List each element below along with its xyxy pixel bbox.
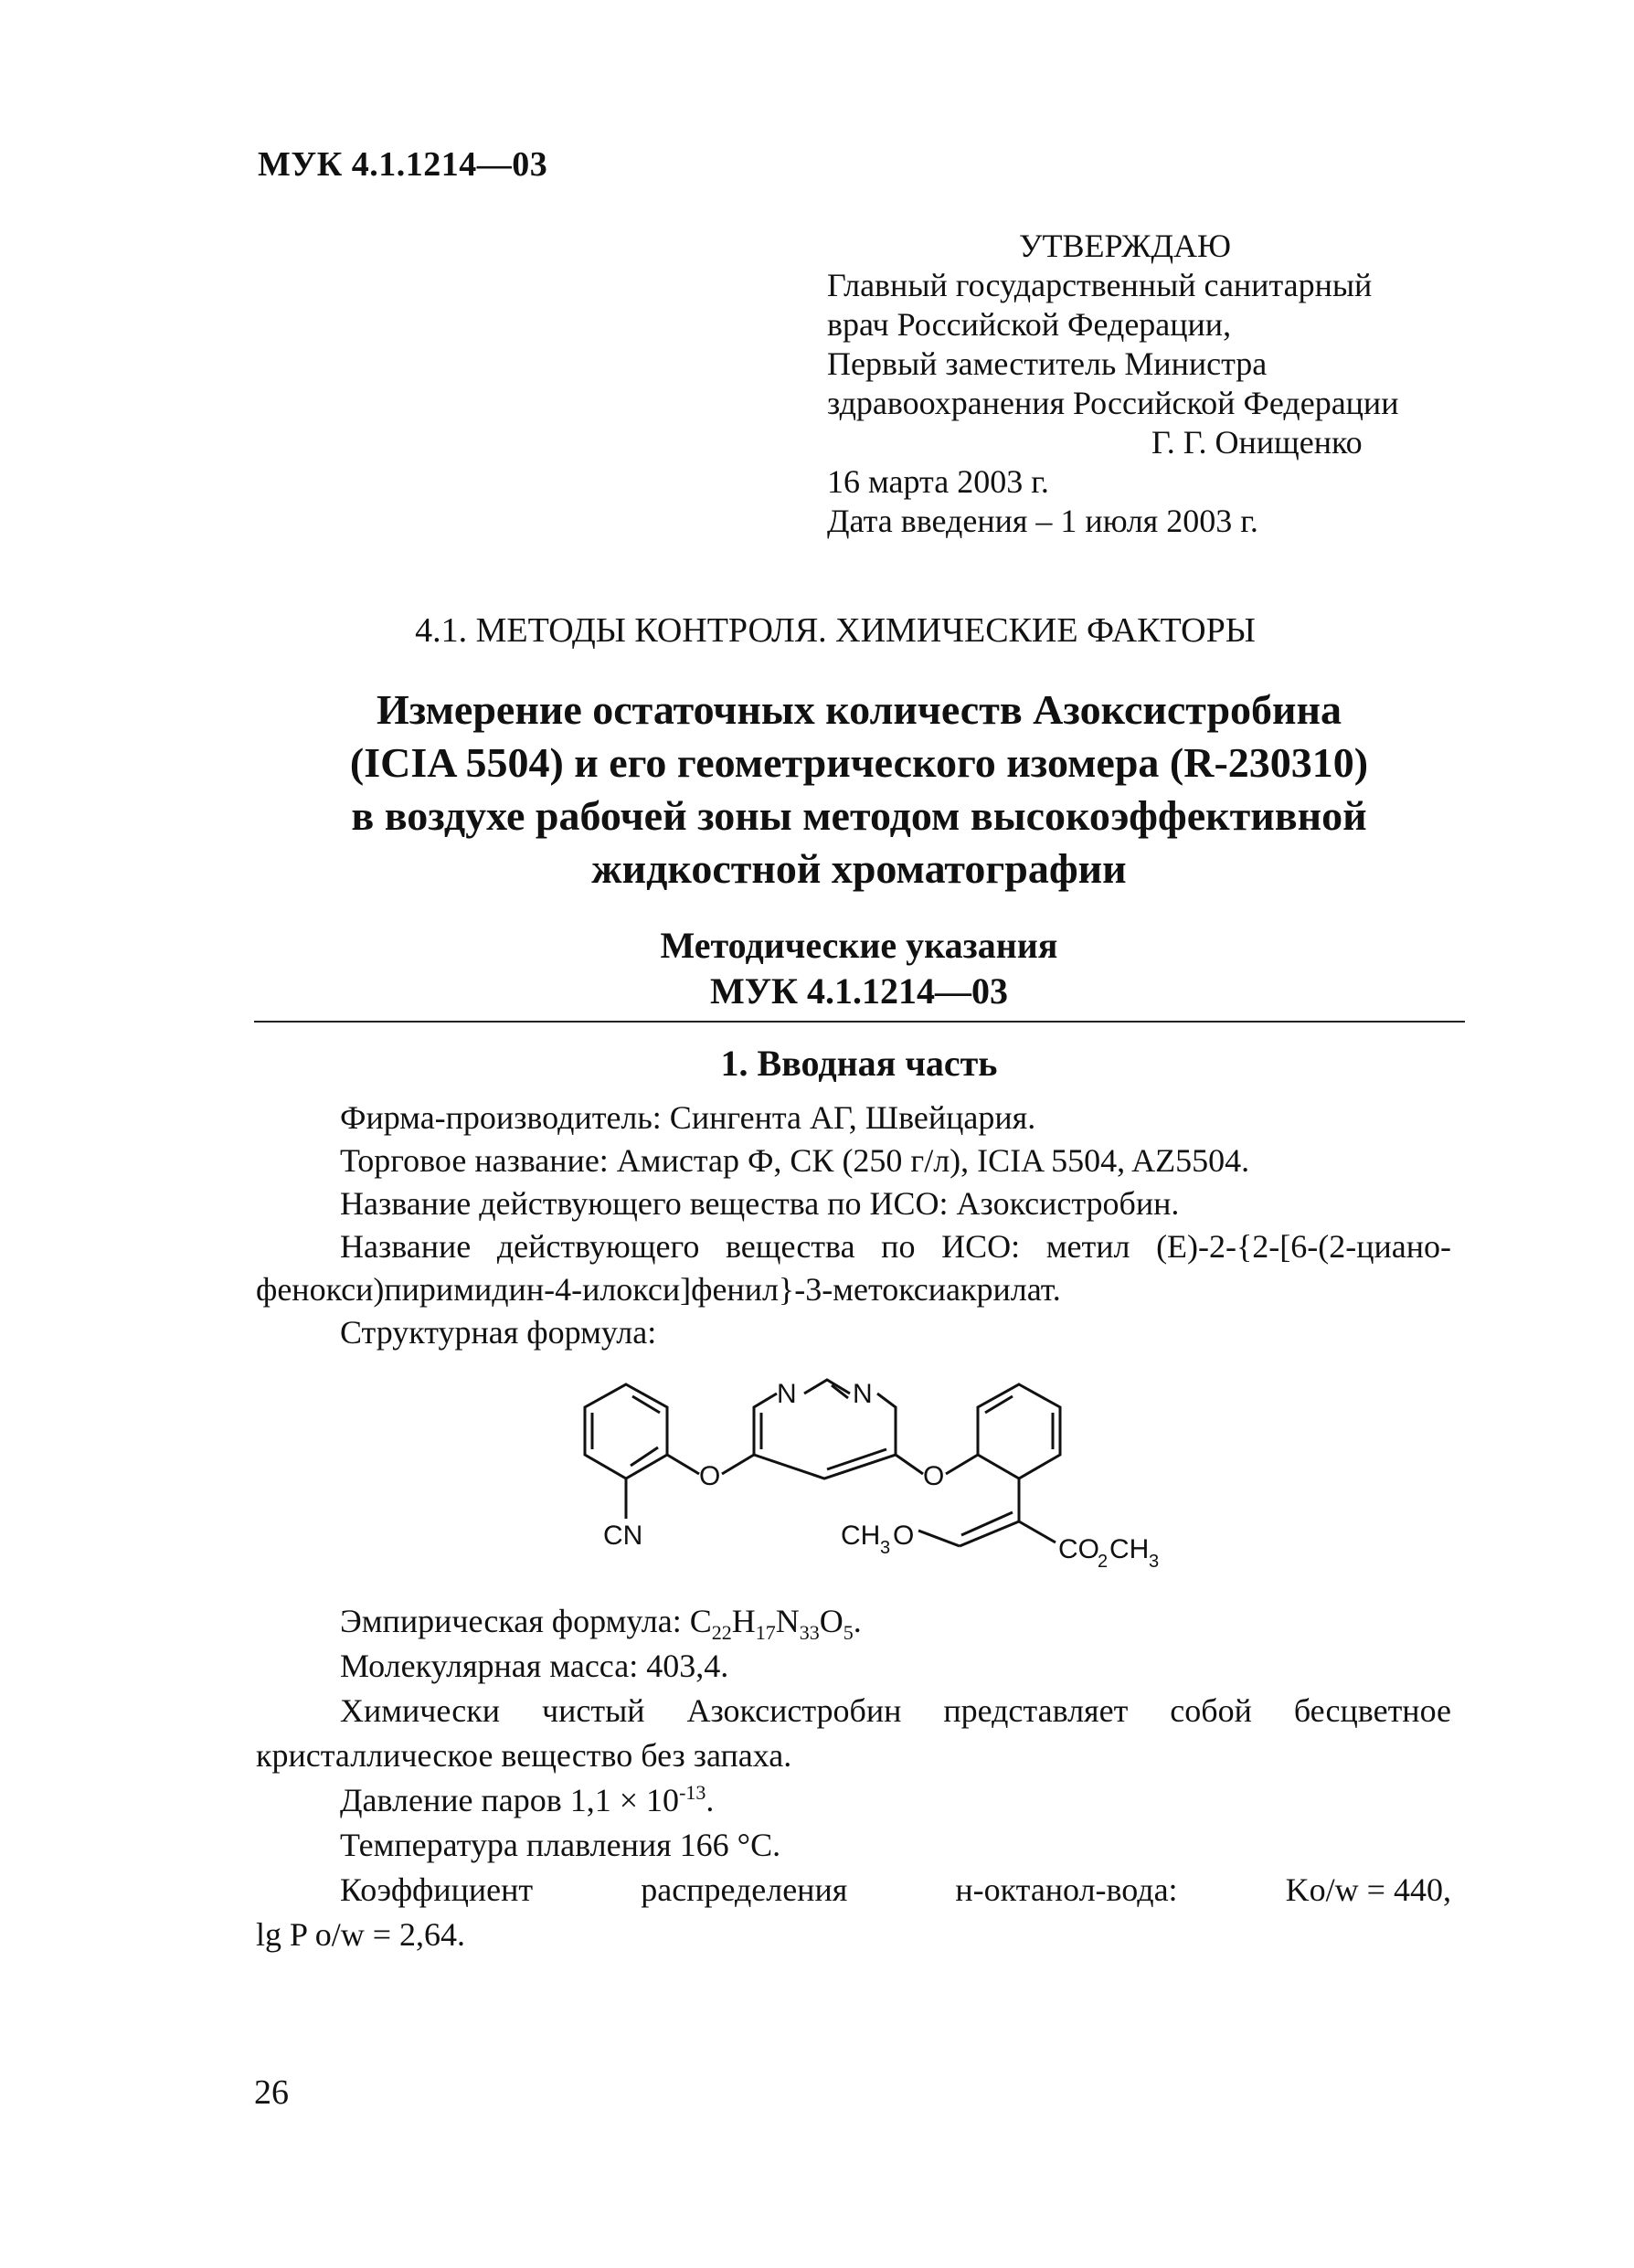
document-title [247,684,1471,896]
approval-line: врач Российской Федерации, [827,306,1232,343]
ester-co-label: CO [1058,1534,1099,1564]
right-benzene-ring [978,1384,1060,1478]
approval-line: Главный государственный санитарный [827,267,1373,303]
nitrogen-label: N [853,1379,873,1409]
cyano-label: CN [603,1521,643,1551]
iso-name-paragraph: Название действующего вещества по ИСО: Азоксистробин. [340,1185,1180,1222]
coef-word: распределения [641,1871,848,1908]
methoxy-oxygen: O [893,1521,915,1551]
formula-element: O [819,1603,844,1639]
log-p-line: lg P o/w = 2,64. [256,1916,465,1953]
manufacturer-paragraph: Фирма-производитель: Сингента АГ, Швейцария. [340,1099,1036,1136]
title-line: Измерение остаточных количеств Азоксистробина [376,686,1342,733]
subtitle-line: Методические указания [660,925,1058,966]
iupac-name-paragraph: Название действующего вещества по ИСО: метил (E)-2-{2-[6-(2-циано-фенокси)пиримидин-4-илокси]фенил}-3-метоксиакрилат. [256,1228,1451,1308]
vapor-pressure-paragraph [256,1778,1451,1823]
formula-subscript: 33 [799,1621,820,1645]
partition-coefficient-line [256,1868,1451,1913]
vapor-pressure-label: Давление паров 1,1 × 10 [340,1782,680,1818]
title-line: жидкостной хроматографии [591,845,1127,892]
vapor-pressure-exponent: -13 [679,1781,706,1804]
formula-element: H [731,1603,756,1639]
pyrimidine-ring [754,1394,777,1455]
empirical-label: Эмпирическая формула: C [340,1603,712,1639]
approval-date: 16 марта 2003 г. [827,463,1049,500]
formula-element: N [775,1603,800,1639]
coef-word: Коэффициент [340,1871,534,1908]
formula-subscript: 22 [711,1621,732,1645]
ester-ch-label: CH [1109,1534,1150,1564]
oxygen-label: O [699,1461,721,1491]
structural-formula-diagram [548,1371,1243,1581]
ester-co-subscript: 2 [1098,1552,1109,1572]
document-subtitle [247,923,1471,1014]
melting-point-paragraph: Температура плавления 166 °C. [340,1827,781,1863]
approval-line: Первый заместитель Министра [827,345,1268,382]
title-line: в воздухе рабочей зоны методом высокоэффективной [351,792,1367,839]
horizontal-rule [254,1021,1465,1023]
page-number: 26 [254,2073,289,2112]
coef-value: Ko/w = 440, [1285,1871,1451,1908]
structural-formula-label: Структурная формула: [340,1314,657,1351]
formula-period: . [853,1603,862,1639]
description-paragraph: Химически чистый Азоксистробин представляет собой бесцветное кристаллическое вещество без запаха. [256,1692,1451,1774]
approval-block [827,227,1485,541]
methoxy-label: CH [841,1521,881,1551]
subtitle-code: МУК 4.1.1214—03 [709,970,1009,1012]
document-code: МУК 4.1.1214—03 [258,145,548,184]
vapor-pressure-end: . [706,1782,715,1818]
formula-subscript: 5 [843,1621,854,1645]
section-header: 4.1. МЕТОДЫ КОНТРОЛЯ. ХИМИЧЕСКИЕ ФАКТОРЫ [415,611,1256,650]
nitrogen-label: N [777,1379,797,1409]
formula-subscript: 17 [755,1621,776,1645]
approval-signatory: Г. Г. Онищенко [1151,424,1363,461]
ester-ch-subscript: 3 [1149,1552,1160,1572]
chapter-title: 1. Вводная часть [720,1043,998,1084]
effective-date: Дата введения – 1 июля 2003 г. [827,503,1258,539]
coef-word: н-октанол-вода: [955,1871,1178,1908]
molar-mass-paragraph: Молекулярная масса: 403,4. [340,1648,729,1684]
title-line: (ICIA 5504) и его геометрического изомера (R-230310) [349,739,1369,786]
approval-title: УТВЕРЖДАЮ [1019,228,1232,264]
trade-name-paragraph: Торговое название: Амистар Ф, СК (250 г/л), ICIA 5504, AZ5504. [340,1142,1250,1179]
empirical-formula-paragraph [256,1599,1451,1644]
properties-text [256,1599,1451,1957]
intro-text [256,1097,1451,1354]
approval-line: здравоохранения Российской Федерации [827,385,1399,421]
methoxy-subscript: 3 [880,1538,891,1558]
left-benzene-ring [585,1384,667,1478]
oxygen-label: O [923,1461,945,1491]
